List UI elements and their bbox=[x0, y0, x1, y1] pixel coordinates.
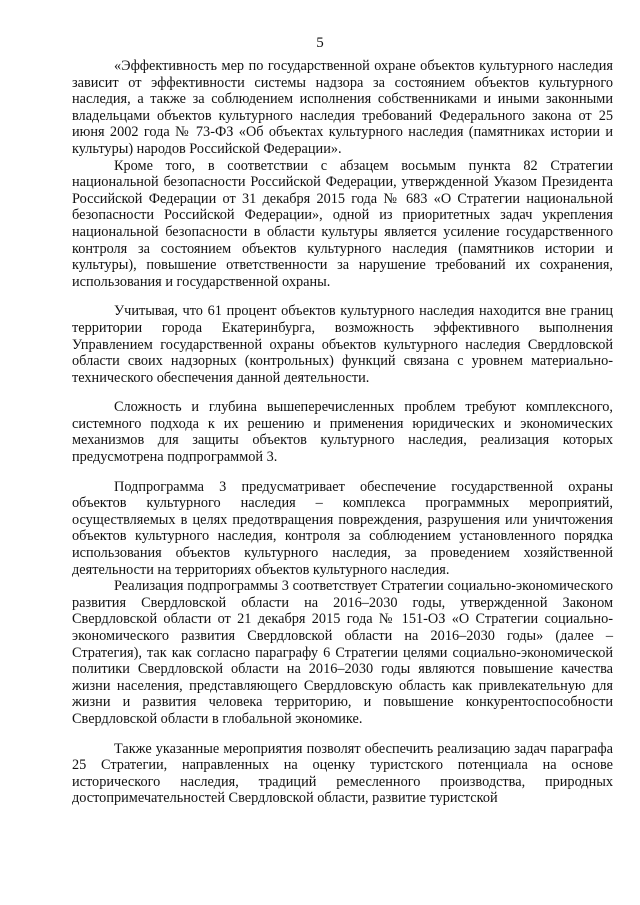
paragraph-complex-approach: Сложность и глубина вышеперечисленных проблем требуют комплексного, системного подхода к их решению и применения юридических и экономических механизмов для защиты объектов культурного наследия, реализация которых предусмотрена подпрограммой 3. bbox=[72, 399, 613, 466]
paragraph-subprogram-3: Подпрограмма 3 предусматривает обеспечение государственной охраны объектов культурного наследия – комплекса программных мероприятий, осуществляемых в целях предотвращения повреждения, разрушения или уничтожения объектов культурного наследия, контроля за соблюдением установленного порядка использования объектов культурного наследия, за проведением хозяйственной деятельности на территориях объектов культурного наследия. bbox=[72, 478, 613, 578]
paragraph-strategy-compliance: Реализация подпрограммы 3 соответствует Стратегии социально-экономического развития Свердловской области на 2016–2030 годы, утвержденной Законом Свердловской области от 21 декабря 2015 года № 151-ОЗ «О Стратегии социально-экономического развития Свердловской области на 2016–2030 годы» (далее – Стратегия), так как согласно параграфу 6 Стратегии целями социально-экономической политики Свердловской области на 2016–2030 годы являются повышение качества жизни населения, представляющего Свердловскую область как привлекательную для жизни и развития человека территорию, и повышение конкурентоспособности Свердловской области в глобальной экономике. bbox=[72, 578, 613, 727]
paragraph-enforcement-efficiency: «Эффективность мер по государственной охране объектов культурного наследия зависит от эффективности системы надзора за состоянием объектов культурного наследия, а также за соблюдением исполнения собственниками и иными законными владельцами объектов культурного наследия требований Федерального закона от 25 июня 2002 года № 73-ФЗ «Об объектах культурного наследия (памятниках истории и культуры) народов Российской Федерации». bbox=[72, 58, 613, 157]
page-number: 5 bbox=[316, 35, 324, 51]
document-body bbox=[72, 58, 613, 807]
paragraph-ekaterinburg-objects: Учитывая, что 61 процент объектов культурного наследия находится вне границ территории города Екатеринбурга, возможность эффективного выполнения Управлением государственной охраны объектов культурного наследия Свердловской области своих надзорных (контрольных) функций связана с уровнем материально-технического обеспечения данной деятельности. bbox=[72, 303, 613, 386]
paragraph-national-security-strategy: Кроме того, в соответствии с абзацем восьмым пункта 82 Стратегии национальной безопасности Российской Федерации, утвержденной Указом Президента Российской Федерации от 31 декабря 2015 года № 683 «О Стратегии национальной безопасности Российской Федерации», одной из приоритетных задач укрепления национальной безопасности в области культуры является усиление государственного контроля за состоянием объектов культурного наследия (памятников истории и культуры), повышение ответственности за нарушение требований их сохранения, использования и государственной охраны. bbox=[72, 157, 613, 290]
paragraph-tourism-potential: Также указанные мероприятия позволят обеспечить реализацию задач параграфа 25 Стратегии, направленных на оценку туристского потенциала на основе исторического наследия, традиций ремесленного производства, природных достопримечательностей Свердловской области, развитие туристской bbox=[72, 740, 613, 807]
